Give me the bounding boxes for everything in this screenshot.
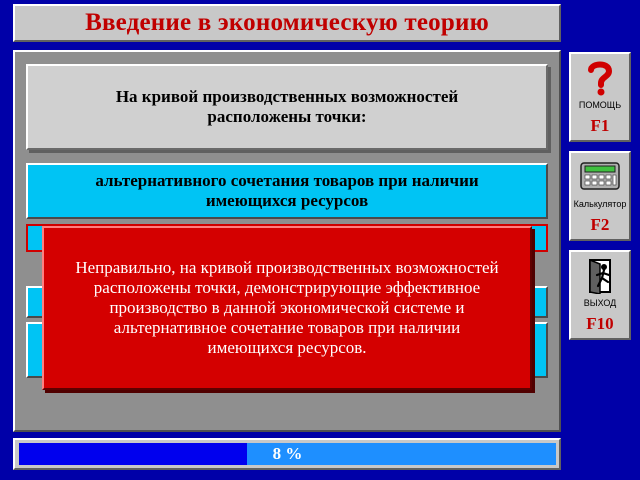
question-box [26, 64, 548, 150]
app-title: Введение в экономическую теорию [13, 4, 561, 42]
progress-text: 8 % [272, 444, 303, 463]
feedback-text: Неправильно, на кривой производственных возможностей расположены точки, демонстрирующие эффективное производство в данной экономической системе и альтернативное сочетание товаров при наличии имеющихся ресурсов. [75, 258, 499, 357]
exit-button[interactable] [569, 250, 631, 340]
exit-door-icon [571, 258, 629, 294]
question-text: На кривой производственных возможностей расположены точки: [115, 87, 459, 126]
help-label: ПОМОЩЬ [578, 100, 622, 110]
answer-option-1[interactable] [26, 163, 548, 219]
answer-option-text: альтернативного сочетания товаров при наличии имеющихся ресурсов [95, 171, 479, 210]
calculator-label: Калькулятор [573, 199, 627, 209]
feedback-popup [42, 226, 532, 390]
exit-label: ВЫХОД [583, 298, 617, 308]
exit-key: F10 [586, 314, 614, 333]
calculator-icon [571, 159, 629, 195]
calculator-key: F2 [590, 215, 610, 234]
help-key: F1 [590, 116, 610, 135]
question-icon [571, 60, 629, 96]
help-button[interactable] [569, 52, 631, 142]
calculator-button[interactable] [569, 151, 631, 241]
